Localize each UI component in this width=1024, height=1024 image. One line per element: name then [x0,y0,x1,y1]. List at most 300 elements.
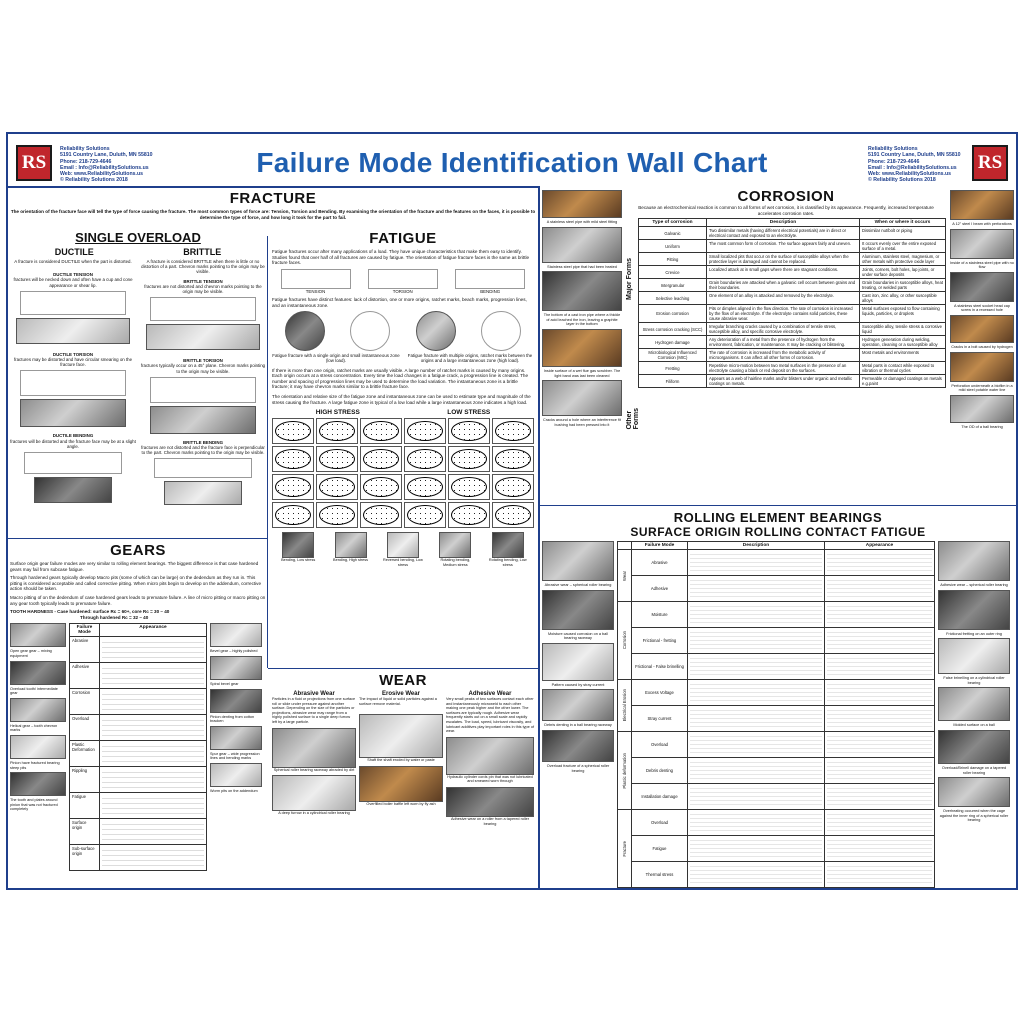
bearing-col-description: Description [688,542,825,550]
bearing-failure-table [617,541,935,888]
stress-pattern-icon [275,449,311,469]
stress-pattern-cell [404,418,446,444]
gear-appearance-cell [100,845,207,871]
corrosion-photo-right-2 [950,229,1014,259]
bearing-appearance-cell [825,758,935,784]
bearing-description-cell [688,550,825,576]
bearing-caption-left-4: Debris denting in a ball bearing raceway [544,723,612,728]
gear-appearance-cell [100,767,207,793]
gear-appearance-cell [100,819,207,845]
ductile-tension-photo [16,318,130,344]
gears-section [10,542,266,871]
gear-photo-left-3 [10,698,66,722]
bearing-group [618,680,632,732]
bearing-mode: Frictional - False brinelling [632,654,688,680]
bearing-photo-left-1 [542,541,614,581]
erosive-wear-photo [359,714,443,758]
gear-row [70,689,207,715]
brittle-bending-photo [164,481,242,505]
corrosion-row [639,227,946,240]
bearing-description-cell [688,628,825,654]
bearing-description-cell [688,680,825,706]
stress-photo-3 [387,532,419,558]
ductile-bending-sketch [24,452,122,474]
corrosion-where: Cast iron, zinc alloy, or other susceptible alloys [860,292,946,305]
bearing-group [618,732,632,810]
gear-appearance-cell [100,637,207,663]
corrosion-row [639,305,946,323]
corrosion-row [639,336,946,349]
bearing-appearance-cell [825,706,935,732]
fatigue-section [272,230,534,567]
corrosion-where: It occurs evenly over the entire exposed surface of a metal. [860,240,946,253]
corrosion-description: One element of an alloy is attacked and removed by the electrolyte. [707,292,860,305]
corrosion-row [639,253,946,266]
gear-mode: Sub-surface origin [70,845,100,871]
brittle-tension-label: BRITTLE TENSION [183,278,223,284]
bearing-photo-left-5 [542,730,614,762]
stress-pattern-icon [407,505,443,525]
gear-row [70,741,207,767]
brittle-label: BRITTLE [183,247,222,257]
gear-caption-right-1: Bevel gear – highly polished [210,649,258,654]
corrosion-type: Filiform [639,375,707,388]
corrosion-description: Repetitive micro-motion between two metal surfaces in the presence of an electrolyte causing a black or red deposit on the surfaces. [707,362,860,375]
bearing-appearance-cell [825,836,935,862]
gear-appearance-cell [100,715,207,741]
gear-failure-table [69,623,207,871]
stress-pattern-cell [492,446,534,472]
bearing-description-cell [688,784,825,810]
corrosion-description: Any deterioration of a metal from the presence of hydrogen from the environment, fabrication, or maintenance. It may be cracking or blistering. [707,336,860,349]
corrosion-description: Small localized pits that occur on the surface of susceptible alloys when the protective layer is damaged and cannot be replaced. [707,253,860,266]
fatigue-heading: FATIGUE [369,230,437,247]
corrosion-description: Grain boundaries are attacked when a galvanic cell occurs between grains and their boundaries. [707,279,860,292]
tooth-hardness-2: Through hardened Rc = 32 – 40 [80,614,149,620]
fatigue-caption-1: Fatigue fracture with a single origin and small instantaneous zone (low load). [272,353,400,364]
bearing-group-label: Electrical Erosion [622,689,627,722]
bearings-subheading: SURFACE ORIGIN ROLLING CONTACT FATIGUE [630,525,926,539]
corrosion-row [639,362,946,375]
bearings-divider [540,505,1016,506]
baffle-caption: Overfilled boiler baffle left worn by fly ash [366,801,436,806]
gear-caption-left-3: Helical gear – tooth chevron marks [10,723,58,733]
fatigue-para-2: If there is more than one origin, ratchet marks are usually visible. A large number of ratchet marks is caused by many origins. Each origin occurs at a stress concentration. Every time the load changes in a fatigue crack, a progression line is created. The number and spacing of progression lines may be used to determine the load variation. The instantaneous zone is a brittle fracture; it may have chevron marks similar to a brittle fracture face. [272,367,529,390]
bearing-appearance-cell [825,680,935,706]
bearing-description-cell [688,732,825,758]
corrosion-type: Pitting [639,253,707,266]
stress-pattern-icon [363,477,399,497]
stress-pattern-icon [495,449,531,469]
gear-caption-right-2: Spiral bevel gear [210,681,239,686]
bearing-mode: Abrasive [632,550,688,576]
corrosion-photo-left-1 [542,190,622,218]
bearing-row [618,550,935,576]
bearing-group-label: Corrosion [622,631,627,650]
wear-divider [268,668,538,669]
stress-pattern-grid [272,418,534,528]
stress-pattern-cell [360,418,402,444]
abrasive-wear-text: Particles in a fluid or projections from one surface roll or slide under pressure against another surface. Depending on the size of the particles or projections, abrasive wear may range from a highly polished surface to a single deep furrow left by a large particle. [272,697,356,724]
wear-section [272,672,534,826]
corrosion-type: Hydrogen damage [639,336,707,349]
corrosion-caption-right-6: The OD of a ball bearing [961,424,1003,429]
stress-pattern-icon [275,505,311,525]
bearing-mode: Stray current [632,706,688,732]
stress-pattern-cell [404,502,446,528]
corrosion-photo-right-4 [950,315,1014,343]
gear-row [70,819,207,845]
bearing-caption-right-3: False brinelling on a cylindrical roller bearing [943,676,1005,685]
brittle-tension-photo [146,324,260,350]
gear-row [70,663,207,689]
bearing-photo-right-5 [938,730,1010,764]
corrosion-table [638,218,946,388]
ductile-bending-label: DUCTILE BENDING [52,433,94,439]
single-overload-section [10,230,266,507]
stress-pattern-cell [448,474,490,500]
gear-photo-right-3 [210,689,262,713]
gear-row [70,715,207,741]
stress-pattern-cell [448,446,490,472]
bearing-row [618,810,935,836]
corrosion-row [639,266,946,279]
high-stress-label: HIGH STRESS [315,409,360,417]
fatigue-photo-2 [416,311,456,351]
stress-pattern-cell [272,502,314,528]
baffle-photo [359,766,443,802]
bearing-group [618,602,632,680]
adhesive-wear-photo [446,737,534,775]
gears-heading: GEARS [110,542,166,559]
corrosion-type: Intergranular [639,279,707,292]
corrosion-description: Pits or dimples aligned in the flow direction. The rate of corrosion is increased by the flow of an electrolyte. If the electrolyte contains solid particles, these cause abrasive wear. [707,305,860,323]
bearing-description-cell [688,576,825,602]
stress-pattern-icon [407,421,443,441]
bearing-mode: Excess Voltage [632,680,688,706]
bearing-row [618,784,935,810]
bearing-row [618,836,935,862]
bearing-row [618,680,935,706]
fatigue-para-3: The orientation and relative size of the fatigue zone and instantaneous zone can be used to estimate type and magnitude of the stress causing the fracture. A large fatigue zone is typical of a low load while a large instantaneous zone indicates a high load. [272,393,531,405]
corrosion-description: The rate of corrosion is increased from the metabolic activity of microorganisms. It can affect all other forms of corrosion. [707,349,860,362]
gear-appearance-cell [100,793,207,819]
fatigue-diagram-2 [481,311,521,351]
stress-pattern-cell [316,418,358,444]
fracture-section [10,190,536,220]
corrosion-type: Stress corrosion cracking (SCC) [639,323,707,336]
corrosion-type: Crevice [639,266,707,279]
stress-pattern-cell [448,418,490,444]
brittle-torsion-sketch [150,377,256,403]
corrosion-caption-left-5: Cracks around a hole where an interference fit bushing had been pressed into it [543,418,621,427]
corrosion-where: Metal parts in contact while exposed to vibration or thermal cycles [860,362,946,375]
bearing-description-cell [688,758,825,784]
gear-photo-left-5 [10,772,66,796]
bearing-mode: Debris denting [632,758,688,784]
corrosion-heading: CORROSION [737,188,835,205]
gear-appearance-cell [100,689,207,715]
stress-pattern-cell [404,446,446,472]
gear-appearance-cell [100,741,207,767]
roller-photo [446,787,534,817]
bearing-group-label: Fracture [622,840,627,857]
stress-pattern-icon [407,477,443,497]
ductile-tension-sketch [20,291,126,315]
stress-pattern-cell [448,502,490,528]
stress-pattern-icon [275,421,311,441]
bending-label: BENDING [480,288,501,294]
stress-photo-1 [282,532,314,558]
corrosion-where: Aluminum, stainless steel, magnesium, or other metals with protective oxide layer [860,253,946,266]
corrosion-row [639,292,946,305]
corrosion-type: Fretting [639,362,707,375]
gears-intro: Surface origin gear failure modes are very similar to rolling element bearings. The biggest difference is that case hardened gears may fail from subcase fatigue. [10,561,259,572]
brittle-tension-sketch [150,297,256,321]
ductile-bending-text: fractures will be distorted and the fracture face may be at a slight angle. [10,438,136,449]
bearing-row [618,732,935,758]
bearing-caption-right-1: Adhesive wear – spherical roller bearing [940,583,1008,587]
gear-mode: Surface origin [70,819,100,845]
corrosion-caption-right-1: A 12" steel I beam with perforations [952,222,1012,226]
bearing-row [618,706,935,732]
fatigue-diagram-1 [350,311,390,351]
corrosion-row [639,375,946,388]
stress-pattern-cell [272,418,314,444]
stress-pattern-cell [404,474,446,500]
gear-col-mode: Failure Mode [70,624,100,637]
corrosion-col-type: Type of corrosion [639,219,707,227]
gear-photo-right-2 [210,656,262,680]
bearing-appearance-cell [825,810,935,836]
gear-mode: Adhesive [70,663,100,689]
stress-pattern-icon [363,449,399,469]
header-divider [8,186,538,188]
gear-caption-right-4: Spur gear – wide progression lines and bending marks [210,751,260,761]
stress-caption-4: Rotating bending, Medium stress [440,558,471,567]
torsion-label: TORSION [392,288,413,294]
adhesive-wear-caption: Hydraulic cylinder cords pin that was not lubricated and smeared worn through [447,774,533,784]
ductile-tension-text: fractures will be necked down and often have a cup and cone appearance or shear lip. [13,277,133,288]
bearing-row [618,654,935,680]
bearing-row [618,602,935,628]
gear-photo-left-2 [10,661,66,685]
roller-caption: Adhesive wear on a roller from a tapered roller bearing [450,816,530,826]
ductile-bending-photo [34,477,112,503]
torsion-sketch [368,269,438,289]
company-address-right: Reliability Solutions 5191 Country Lane, Duluth, MN 55810 Phone: 218-729-4646 Email : Info@ReliabilitySolutions.us Web: www.ReliabilitySolutions.us © Reliability Solutions 2018 [868,146,961,184]
stress-pattern-cell [272,446,314,472]
corrosion-photo-right-3 [950,272,1014,302]
bearing-group [618,810,632,888]
tooth-hardness: TOOTH HARDNESS - Case hardened: surface Rc = 60+, core Rc = 30 – 40 [10,609,170,615]
bearing-photo-left-2 [542,590,614,630]
stress-pattern-cell [492,418,534,444]
brittle-bending-text: fractures are not distorted and the fracture face is perpendicular to the part. Chevron marks pointing to the origin may be visible. [141,445,265,456]
stress-pattern-cell [360,474,402,500]
bearing-caption-right-2: Frictional fretting on an outer ring [946,631,1002,636]
corrosion-description: Irregular branching cracks caused by a combination of tensile stress, susceptible alloy, and specific corrosive electrolyte. [707,323,860,336]
brittle-definition: A fracture is considered BRITTLE when there is little or no distortion of a part. Chevron marks pointing to the origin may be visible. [141,259,265,275]
corrosion-intro: Because an electrochemical reaction is common to all forms of wet corrosion, it is classified by its appearance. Frequently, increased temperature accelerates corrosion rates. [638,205,934,216]
corrosion-where: Joints, corners, bolt holes, lap joints, or under surface deposits [860,266,946,279]
gear-mode: Fatigue [70,793,100,819]
column-divider-left [267,236,268,668]
stress-pattern-icon [451,449,487,469]
stress-pattern-cell [316,446,358,472]
gear-photo-left-1 [10,623,66,647]
bearing-mode: Fatigue [632,836,688,862]
stress-pattern-icon [495,477,531,497]
corrosion-type: Selective leaching [639,292,707,305]
stress-pattern-icon [363,421,399,441]
stress-pattern-cell [360,446,402,472]
abrasive-wear-photo [272,728,356,768]
bearing-caption-right-4: Molded surface on a ball [953,723,995,728]
bearing-caption-left-1: Abrasive wear – spherical roller bearing [544,583,612,587]
major-forms-label: Major Forms [626,258,633,301]
gear-mode: Overload [70,715,100,741]
corrosion-caption-left-4: Inside surface of a wet flue gas scrubber. The light band was last been cleaned [543,368,621,378]
bearing-description-cell [688,862,825,888]
bearing-row [618,576,935,602]
bearing-group-label: Wear [622,570,627,581]
bearing-description-cell [688,706,825,732]
gear-photo-left-4 [10,735,66,759]
bearing-caption-left-3: Pattern caused by stray current [551,682,605,687]
bearing-description-cell [688,836,825,862]
erosive-wear-heading: Erosive Wear [382,691,420,697]
bearing-appearance-cell [825,862,935,888]
stress-pattern-cell [360,502,402,528]
adhesive-wear-heading: Adhesive Wear [468,691,512,697]
corrosion-where: Most metals and environments [860,349,946,362]
corrosion-where: Permeable or damaged coatings on metals e.g.paint [860,375,946,388]
tension-sketch [281,269,351,289]
bearing-mode: Adhesive [632,576,688,602]
bearings-section [542,510,1014,888]
corrosion-photo-right-6 [950,395,1014,423]
corrosion-where: Dissimilar nut/bolt or piping [860,227,946,240]
corrosion-type: Microbiological Influenced Corrosion (MIC) [639,349,707,362]
brittle-bending-label: BRITTLE BENDING [182,439,223,445]
stress-pattern-cell [316,502,358,528]
corrosion-photo-left-2 [542,227,622,263]
stress-caption-3: Reversed bending, Low stress [383,558,423,567]
gear-caption-left-5: The tooth and plates around pinion that was not fractured completely [10,798,58,812]
abrasive-wear-caption: Spherical roller bearing raceway abraded by dirt [273,767,355,772]
bearing-photo-left-4 [542,689,614,721]
ductile-torsion-sketch [20,370,126,396]
stress-pattern-icon [319,477,355,497]
bearing-mode: Moisture [632,602,688,628]
bearing-row [618,862,935,888]
brittle-torsion-text: fractures typically occur on a 45° plane. Chevron marks pointing to the origin may be visible. [140,363,266,374]
corrosion-photo-right-5 [950,352,1014,382]
corrosion-photo-left-3 [542,271,622,311]
bearing-col-appearance: Appearance [825,542,935,550]
bearing-row [618,758,935,784]
corrosion-description: Appears as a web of hairline marks and/or blisters under organic and metallic coatings on metals. [707,375,860,388]
corrosion-caption-right-4: Cracks in a bolt caused by hydrogen [951,344,1013,349]
corrosion-row [639,349,946,362]
stress-photo-5 [492,532,524,558]
corrosion-description: Localized attack at in small gaps where there are stagnant conditions. [707,266,860,279]
bearing-photo-left-3 [542,643,614,681]
bearing-group [618,550,632,602]
stress-pattern-icon [363,505,399,525]
fatigue-photo-1 [285,311,325,351]
gear-caption-left-1: Open gear gear – mixing equipment [10,649,52,658]
bearing-appearance-cell [825,732,935,758]
corrosion-photo-left-5 [542,380,622,416]
bearing-col-mode: Failure Mode [632,542,688,550]
stress-pattern-icon [451,421,487,441]
abrasive-wear-heading: Abrasive Wear [293,691,335,697]
stress-photo-4 [439,532,471,558]
corrosion-photo-left-4 [542,329,622,367]
corrosion-where: Grain boundaries in susceptible alloys, heat treating, or welded parts [860,279,946,292]
gear-photo-right-1 [210,623,262,647]
bearing-description-cell [688,602,825,628]
single-overload-heading: SINGLE OVERLOAD [75,230,201,245]
adhesive-wear-text: Very small peaks of two surfaces contact each other and instantaneously microweld to each other making one peak higher and the other lower. The surfaces are typically rough. Adhesive wear frequently starts out on a small scale and rapidly escalates. The load, speed, lubricant viscosity, and lubricant additives play important roles in this type of wear. [446,697,535,734]
gear-row [70,767,207,793]
tension-label: TENSION [305,288,326,294]
corrosion-caption-left-1: A stainless steel pipe with mild steel fitting [546,220,618,224]
gear-caption-left-2: Overload tooth/ intermediate gear [10,686,58,696]
bearing-mode: Installation damage [632,784,688,810]
ductile-tension-label: DUCTILE TENSION [53,272,93,278]
corrosion-caption-right-5: Perforation underneath a biofilm in a mild steel potable water line [951,383,1013,393]
stress-pattern-icon [495,505,531,525]
page-title: Failure Mode Identification Wall Chart [256,147,768,178]
stress-pattern-icon [319,421,355,441]
corrosion-caption-right-3: A stainless steel socket head cap screw in a recessed hole [954,303,1010,313]
ductile-torsion-photo [20,399,126,427]
gears-para-3: Macro pitting of on the dedendum of case hardened gears leads to premature failure. A line of micro pitting or macro pitting on any gear tooth typically leads to premature failure. [10,594,266,606]
corrosion-type: Uniform [639,240,707,253]
stress-caption-2: Bending, High stress [333,558,369,563]
stress-pattern-icon [495,421,531,441]
corrosion-description: The most common form of corrosion. The surface appears fairly and uneven. [707,240,860,253]
stress-pattern-cell [272,474,314,500]
corrosion-type: Galvanic [639,227,707,240]
fracture-heading: FRACTURE [229,190,317,207]
bearing-photo-right-2 [938,590,1010,630]
gear-col-appearance: Appearance [100,624,207,637]
corrosion-form-labels [626,218,640,430]
stress-pattern-icon [319,505,355,525]
stress-pattern-icon [319,449,355,469]
brittle-tension-text: fractures are not distorted and chevron marks pointing to the origin may be visible. [144,283,262,295]
gear-row [70,793,207,819]
bearings-heading: ROLLING ELEMENT BEARINGS [673,510,883,525]
stress-pattern-icon [451,505,487,525]
corrosion-col-where: When or where it occurs [860,219,946,227]
gear-mode: Corrosion [70,689,100,715]
corrosion-description: Two dissimilar metals (having different electrical potentials) are in direct or electrical contact and exposed to an electrolyte. [707,227,860,240]
stress-pattern-cell [316,474,358,500]
bearing-appearance-cell [825,576,935,602]
stress-pattern-icon [407,449,443,469]
corrosion-caption-right-2: Inside of a stainless steel pipe with no flow [950,260,1014,270]
erosive-wear-caption: Shaft the shaft eroded by water or paste [367,758,435,763]
furrow-photo [272,775,356,811]
bearing-photo-right-1 [938,541,1010,581]
corrosion-where: Susceptible alloy, tensile stress & corrosive liquid [860,323,946,336]
bearing-appearance-cell [825,654,935,680]
